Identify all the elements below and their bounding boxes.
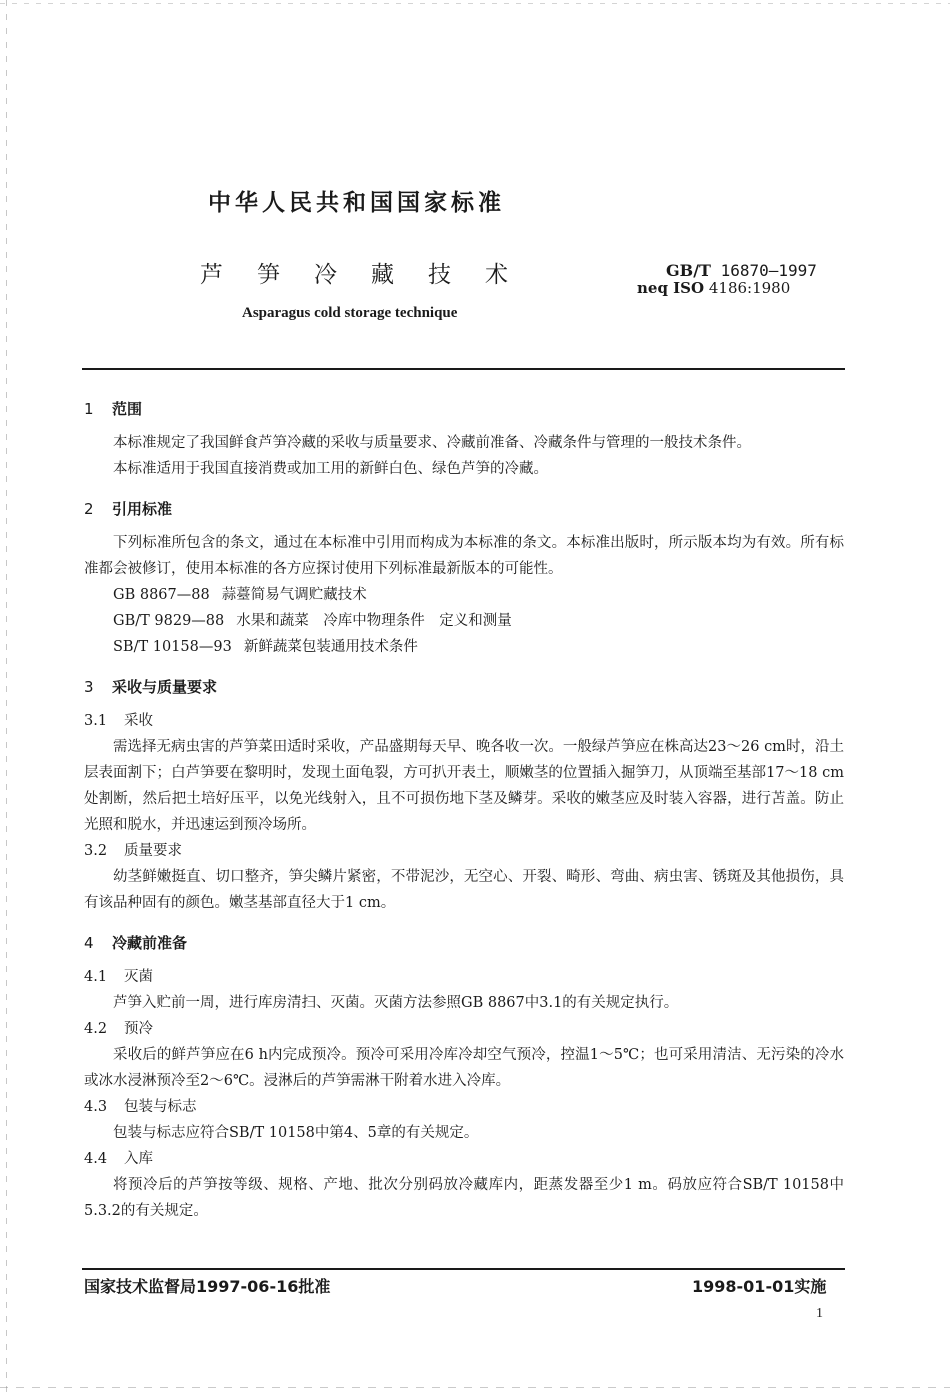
subsection-title: 包装与标志 — [124, 1099, 197, 1115]
section-number: 2 — [84, 500, 94, 518]
subsection-title: 预冷 — [124, 1021, 153, 1037]
paragraph: 需选择无病虫害的芦笋菜田适时采收，产品盛期每天早、晚各收一次。一般绿芦笋应在株高达23～26 cm时，沿土层表面割下；白芦笋要在黎明时，发现土面龟裂，方可扒开表土，顺嫩茎的位置插入掘笋刀，从顶端至基部17～18 cm处割断，然后把土培好压平，以免光线射入，且不可损伤地下茎及鳞芽。采收的嫩茎应及时装入容器，进行苫盖。防止光照和脱水，并迅速运到预冷场所。 — [84, 739, 844, 833]
paragraph: 本标准规定了我国鲜食芦笋冷藏的采收与质量要求、冷藏前准备、冷藏条件与管理的一般技术条件。 — [113, 435, 751, 451]
section-title: 冷藏前准备 — [112, 934, 188, 952]
section-number: 3 — [84, 678, 94, 696]
section-heading-1 — [84, 394, 844, 424]
subsection-title: 入库 — [124, 1151, 153, 1167]
standard-code-prefix: GB/T — [666, 261, 711, 280]
subsection-number: 4.4 — [84, 1151, 108, 1167]
paragraph: 包装与标志应符合SB/T 10158中第4、5章的有关规定。 — [113, 1125, 479, 1141]
reference-title: 水果和蔬菜 冷库中物理条件 定义和测量 — [236, 613, 512, 629]
equivalence-code — [637, 280, 790, 297]
header-rule — [82, 368, 845, 370]
equivalence-prefix: neq ISO — [637, 279, 705, 297]
subsection-number: 3.2 — [84, 843, 108, 859]
subsection-title: 采收 — [124, 713, 153, 729]
section-heading-4 — [84, 928, 844, 958]
subsection-number: 4.1 — [84, 969, 108, 985]
section-heading-3 — [84, 672, 844, 702]
standard-code-number: 16870—1997 — [720, 261, 817, 280]
section-title: 引用标准 — [112, 500, 173, 518]
paragraph: 本标准适用于我国直接消费或加工用的新鲜白色、绿色芦笋的冷藏。 — [113, 461, 548, 477]
subsection-number: 3.1 — [84, 713, 108, 729]
paragraph: 幼茎鲜嫩挺直、切口整齐，笋尖鳞片紧密，不带泥沙，无空心、开裂、畸形、弯曲、病虫害、锈斑及其他损伤，具有该品种固有的颜色。嫩茎基部直径大于1 cm。 — [84, 869, 844, 911]
org-title: 中华人民共和国国家标准 — [208, 190, 505, 216]
subsection-heading — [84, 1016, 844, 1042]
effective-date: 1998-01-01实施 — [692, 1277, 827, 1296]
standard-title: 芦笋冷藏技术 — [200, 262, 542, 288]
reference-item — [84, 608, 844, 634]
paragraph: 采收后的鲜芦笋应在6 h内完成预冷。预冷可采用冷库冷却空气预冷，控温1～5℃；也可采用清洁、无污染的冷水或冰水浸淋预冷至2～6℃。浸淋后的芦笋需淋干附着水进入冷库。 — [84, 1047, 844, 1089]
scan-edge-bottom — [0, 1387, 950, 1388]
subsection-heading — [84, 1094, 844, 1120]
scan-edge-top — [0, 3, 950, 4]
english-title: Asparagus cold storage technique — [242, 305, 458, 321]
subsection-number: 4.3 — [84, 1099, 108, 1115]
paragraph: 将预冷后的芦笋按等级、规格、产地、批次分别码放冷藏库内，距蒸发器至少1 m。码放应符合SB/T 10158中5.3.2的有关规定。 — [84, 1177, 844, 1219]
scan-edge-left — [6, 0, 7, 1392]
subsection-heading — [84, 1146, 844, 1172]
standard-code — [666, 262, 817, 280]
section-number: 1 — [84, 400, 94, 418]
subsection-heading — [84, 964, 844, 990]
subsection-number: 4.2 — [84, 1021, 108, 1037]
reference-code: SB/T 10158—93 — [113, 639, 232, 655]
reference-title: 蒜薹简易气调贮藏技术 — [221, 587, 367, 603]
document-body — [84, 394, 844, 1224]
paragraph: 芦笋入贮前一周，进行库房清扫、灭菌。灭菌方法参照GB 8867中3.1的有关规定执行。 — [113, 995, 679, 1011]
section-title: 采收与质量要求 — [112, 678, 218, 696]
reference-item — [84, 582, 844, 608]
paragraph: 下列标准所包含的条文，通过在本标准中引用而构成为本标准的条文。本标准出版时，所示版本均为有效。所有标准都会被修订，使用本标准的各方应探讨使用下列标准最新版本的可能性。 — [84, 535, 844, 577]
reference-code: GB/T 9829—88 — [113, 613, 225, 629]
section-title: 范围 — [112, 400, 143, 418]
section-heading-2 — [84, 494, 844, 524]
footer-rule — [82, 1268, 845, 1270]
section-number: 4 — [84, 934, 94, 952]
approval-date: 国家技术监督局1997-06-16批准 — [84, 1277, 331, 1296]
subsection-title: 灭菌 — [124, 969, 153, 985]
subsection-heading — [84, 838, 844, 864]
reference-code: GB 8867—88 — [113, 587, 210, 603]
subsection-title: 质量要求 — [124, 843, 182, 859]
reference-title: 新鲜蔬菜包装通用技术条件 — [243, 639, 418, 655]
equivalence-number: 4186:1980 — [708, 279, 791, 297]
reference-item — [84, 634, 844, 660]
subsection-heading — [84, 708, 844, 734]
page-number: 1 — [816, 1306, 823, 1321]
